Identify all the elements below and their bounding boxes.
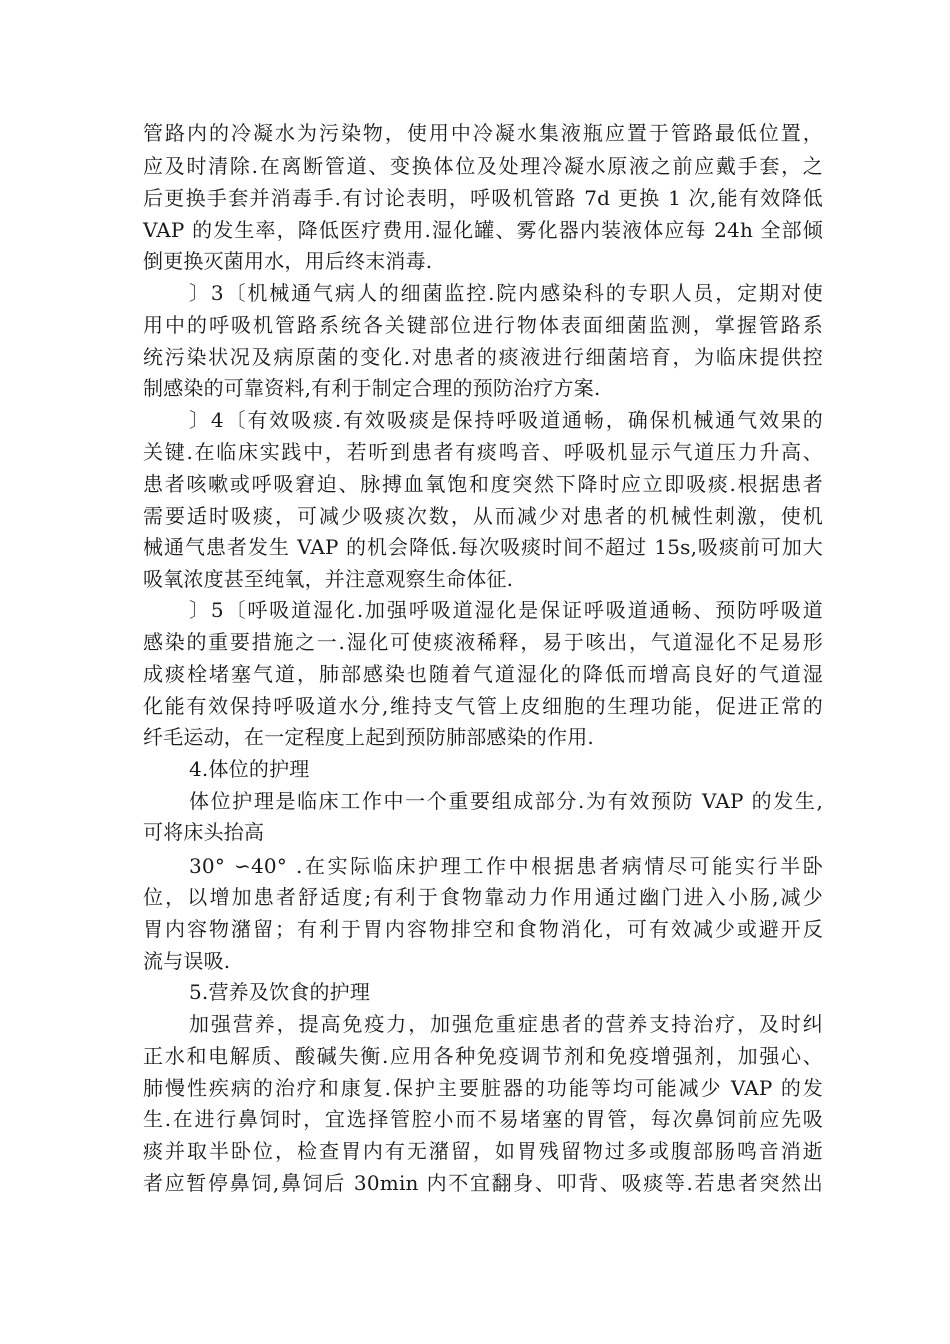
text-line: 感染的重要措施之一.湿化可使痰液稀释，易于咳出，气道湿化不足易形 [143,630,823,654]
text-line: 化能有效保持呼吸道水分,维持支气管上皮细胞的生理功能，促进正常的 [143,694,823,718]
paragraph-first-line: 体位护理是临床工作中一个重要组成部分.为有效预防 VAP 的发生, [189,789,823,813]
text-line: 流与误吸. [143,949,231,973]
text-line: 肺慢性疾病的治疗和康复.保护主要脏器的功能等均可能减少 VAP 的发 [143,1076,823,1100]
text-line: 统污染状况及病原菌的变化.对患者的痰液进行细菌培育，为临床提供控 [143,345,823,369]
text-line: 者应暂停鼻饲,鼻饲后 30min 内不宜翻身、叩背、吸痰等.若患者突然出 [143,1171,823,1195]
text-line: VAP 的发生率，降低医疗费用.湿化罐、雾化器内装液体应每 24h 全部倾 [143,218,823,242]
paragraph-first-line: 〕3〔机械通气病人的细菌监控.院内感染科的专职人员，定期对使 [189,281,823,305]
paragraph-first-line: 〕5〔呼吸道湿化.加强呼吸道湿化是保证呼吸道通畅、预防呼吸道 [189,598,823,622]
text-line: 械通气患者发生 VAP 的机会降低.每次吸痰时间不超过 15s,吸痰前可加大 [143,535,823,559]
text-line: 用中的呼吸机管路系统各关键部位进行物体表面细菌监测，掌握管路系 [143,313,823,337]
paragraph-first-line: 〕4〔有效吸痰.有效吸痰是保持呼吸道通畅，确保机械通气效果的 [189,408,823,432]
text-line: 胃内容物潴留；有利于胃内容物排空和食物消化，可有效减少或避开反 [143,917,823,941]
text-line: 痰并取半卧位，检查胃内有无潴留，如胃残留物过多或腹部肠鸣音消逝 [143,1139,823,1163]
text-line: 位，以增加患者舒适度;有利于食物靠动力作用通过幽门进入小肠,减少 [143,885,823,909]
text-line: 制感染的可靠资料,有利于制定合理的预防治疗方案. [143,376,601,400]
text-line: 可将床头抬高 [143,820,265,844]
section-heading: 4.体位的护理 [189,757,310,781]
text-line: 生.在进行鼻饲时，宜选择管腔小而不易堵塞的胃管，每次鼻饲前应先吸 [143,1107,823,1131]
text-line: 吸氧浓度甚至纯氧，并注意观察生命体征. [143,567,514,591]
text-line: 成痰栓堵塞气道，肺部感染也随着气道湿化的降低而增高良好的气道湿 [143,662,823,686]
text-line: 正水和电解质、酸碱失衡.应用各种免疫调节剂和免疫增强剂，加强心、 [143,1044,823,1068]
text-line: 患者咳嗽或呼吸窘迫、脉搏血氧饱和度突然下降时应立即吸痰.根据患者 [143,472,823,496]
section-heading: 5.营养及饮食的护理 [189,980,371,1004]
text-line: 后更换手套并消毒手.有讨论表明，呼吸机管路 7d 更换 1 次,能有效降低 [143,186,823,210]
text-line: 管路内的冷凝水为污染物，使用中冷凝水集液瓶应置于管路最低位置， [143,121,823,145]
paragraph-first-line: 加强营养，提高免疫力，加强危重症患者的营养支持治疗，及时纠 [189,1012,823,1036]
text-line: 关键.在临床实践中，若听到患者有痰鸣音、呼吸机显示气道压力升高、 [143,440,823,464]
text-line: 应及时清除.在离断管道、变换体位及处理冷凝水原液之前应戴手套，之 [143,154,823,178]
paragraph-first-line: 30° ∽40° .在实际临床护理工作中根据患者病情尽可能实行半卧 [189,854,823,878]
text-line: 需要适时吸痰，可减少吸痰次数，从而减少对患者的机械性刺激，使机 [143,504,823,528]
text-line: 倒更换灭菌用水，用后终末消毒. [143,249,433,273]
text-line: 纤毛运动，在一定程度上起到预防肺部感染的作用. [143,725,594,749]
